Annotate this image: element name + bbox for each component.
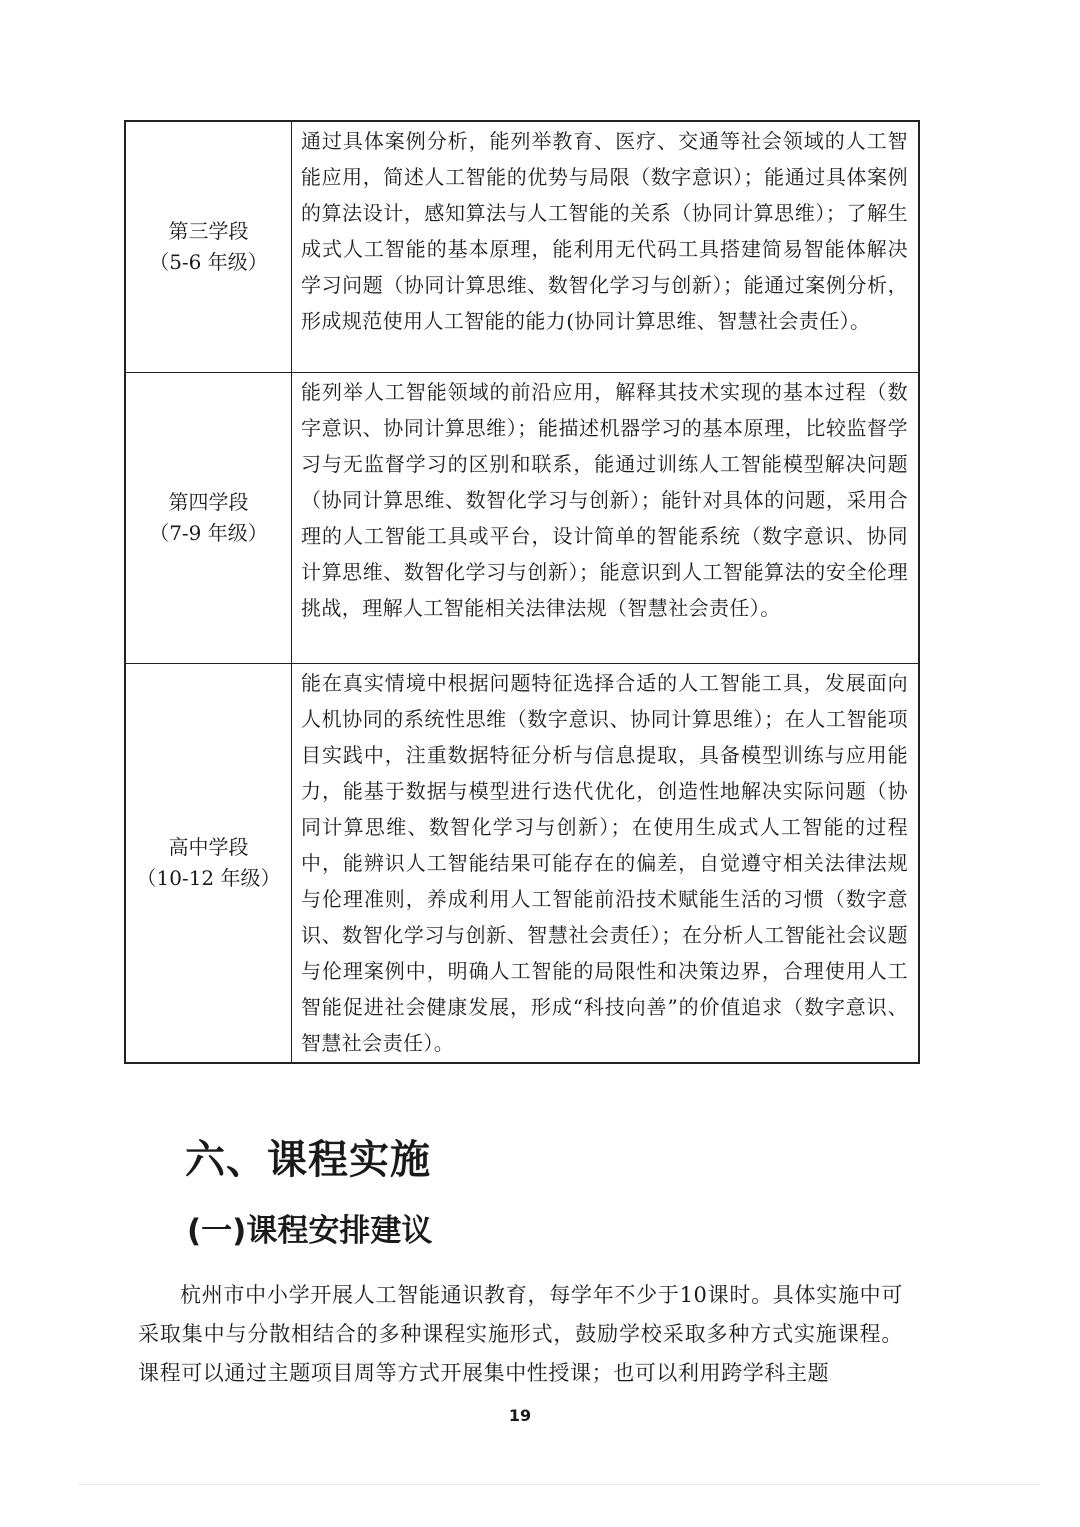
stage-cell	[125, 121, 292, 372]
body-paragraph: 杭州市中小学开展人工智能通识教育，每学年不少于10课时。具体实施中可采取集中与分散相结合的多种课程实施形式，鼓励学校采取多种方式实施课程。课程可以通过主题项目周等方式开展集中性授课；也可以利用跨学科主题	[138, 1283, 903, 1385]
stage-grade: （10-12 年级）	[136, 865, 281, 890]
stage-cell	[125, 663, 292, 1063]
page-number: 19	[508, 1406, 532, 1425]
stage-grade: （5-6 年级）	[149, 249, 268, 274]
stage-description: 能在真实情境中根据问题特征选择合适的人工智能工具，发展面向人机协同的系统性思维（数字意识、协同计算思维）；在人工智能项目实践中，注重数据特征分析与信息提取，具备模型训练与应用能力，能基于数据与模型进行迭代优化，创造性地解决实际问题（协同计算思维、数智化学习与创新）；在使用生成式人工智能的过程中，能辨识人工智能结果可能存在的偏差，自觉遵守相关法律法规与伦理准则，养成利用人工智能前沿技术赋能生活的习惯（数字意识、数智化学习与创新、智慧社会责任）；在分析人工智能社会议题与伦理案例中，明确人工智能的局限性和决策边界，合理使用人工智能促进社会健康发展，形成“科技向善”的价值追求（数字意识、智慧社会责任）。	[292, 663, 920, 1063]
subsection-heading: (一)课程安排建议	[187, 1213, 433, 1249]
stage-name: 第四学段	[168, 489, 249, 514]
competency-stage-table	[124, 120, 920, 1064]
stage-cell	[125, 372, 292, 663]
stage-description: 通过具体案例分析，能列举教育、医疗、交通等社会领域的人工智能应用，简述人工智能的优势与局限（数字意识）；能通过具体案例的算法设计，感知算法与人工智能的关系（协同计算思维）；了解生成式人工智能的基本原理，能利用无代码工具搭建简易智能体解决学习问题（协同计算思维、数智化学习与创新）；能通过案例分析，形成规范使用人工智能的能力(协同计算思维、智慧社会责任）。	[292, 121, 920, 372]
table-row	[125, 121, 919, 372]
stage-grade: （7-9 年级）	[149, 520, 268, 545]
section-heading: 六、课程实施	[185, 1137, 431, 1183]
stage-name: 高中学段	[168, 834, 249, 859]
page-edge-divider	[78, 1484, 1040, 1485]
stage-name: 第三学段	[168, 218, 249, 243]
table-row	[125, 663, 919, 1063]
stage-description: 能列举人工智能领域的前沿应用，解释其技术实现的基本过程（数字意识、协同计算思维）；能描述机器学习的基本原理，比较监督学习与无监督学习的区别和联系，能通过训练人工智能模型解决问题（协同计算思维、数智化学习与创新）；能针对具体的问题，采用合理的人工智能工具或平台，设计简单的智能系统（数字意识、协同计算思维、数智化学习与创新）；能意识到人工智能算法的安全伦理挑战，理解人工智能相关法律法规（智慧社会责任）。	[292, 372, 920, 663]
table-row	[125, 372, 919, 663]
